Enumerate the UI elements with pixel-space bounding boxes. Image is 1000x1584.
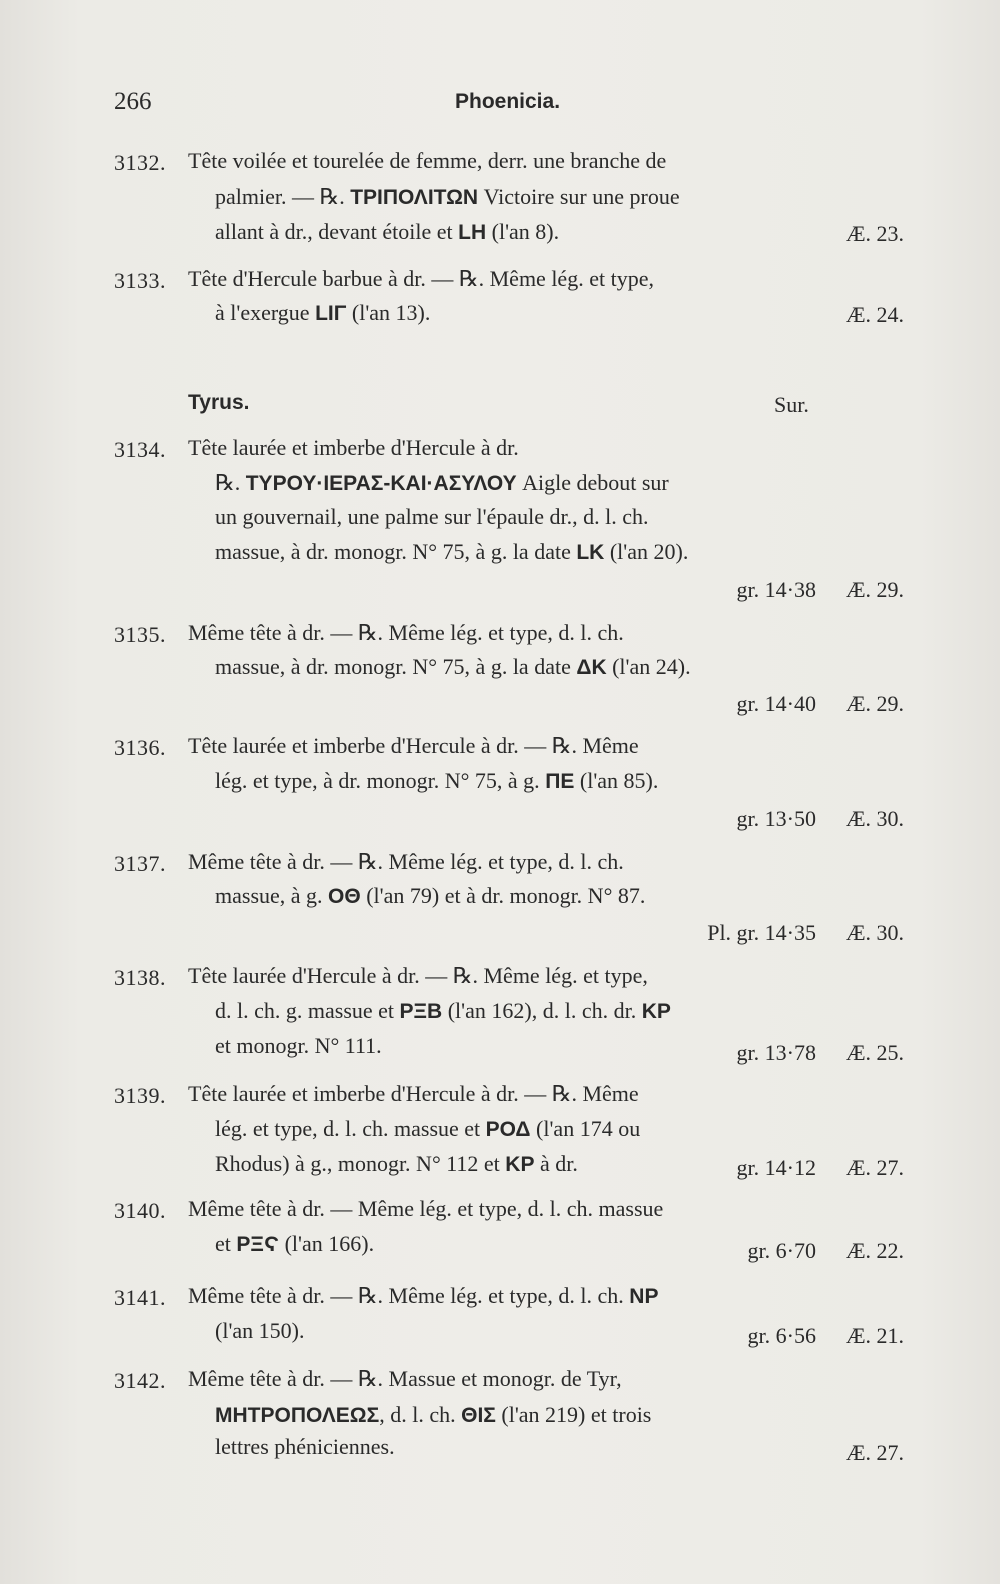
description-text: (l'an 79) et à dr. monogr. N° 87. (360, 883, 646, 908)
description-text: Tête d'Hercule barbue à dr. — ℞. Même lég. et type, (188, 266, 654, 291)
entry-description-line (215, 502, 648, 532)
entry-number: 3134. (114, 437, 166, 462)
description-text: (l'an 8). (486, 219, 560, 244)
section-title: Tyrus. (188, 391, 250, 414)
entry-description-line (188, 847, 624, 877)
coin-metal-size: Æ. 22. (846, 1238, 905, 1263)
coin-metal-size: Æ. 30. (846, 920, 905, 945)
description-text: Tête laurée et imberbe d'Hercule à dr. — ℞. Même (188, 1081, 639, 1106)
coin-weight: gr. 6·56 (747, 1323, 816, 1348)
entry-description-line (215, 1229, 374, 1260)
entry-description-line (215, 881, 645, 912)
description-text: (l'an 85). (574, 768, 659, 793)
entry-description-line (188, 1364, 622, 1394)
entry-description-line (215, 217, 559, 248)
description-text: Rhodus) à g., monogr. N° 112 et (215, 1151, 506, 1176)
section-modern-name: Sur. (774, 392, 809, 417)
coin-weight: gr. 14·38 (736, 577, 816, 602)
entry-number: 3137. (114, 851, 166, 876)
entry-description-line (215, 1400, 651, 1431)
entry-number: 3135. (114, 622, 166, 647)
coin-legend: LIΓ (315, 302, 347, 325)
description-text: Tête laurée et imberbe d'Hercule à dr. (188, 435, 519, 460)
coin-legend: ΡΞΒ (399, 1000, 443, 1023)
entry-number: 3142. (114, 1368, 166, 1393)
coin-metal-size: Æ. 27. (846, 1440, 905, 1465)
entry-description-line (215, 182, 680, 213)
description-text: Même tête à dr. — Même lég. et type, d. l. ch. massue (188, 1196, 664, 1221)
description-text: lég. et type, à dr. monogr. N° 75, à g. (215, 768, 546, 793)
entry-number: 3136. (114, 735, 166, 760)
entry-description-line (215, 1432, 395, 1462)
description-text: ℞. (215, 470, 246, 495)
coin-legend: LK (576, 541, 605, 564)
coin-legend: ΡΟΔ (485, 1118, 531, 1141)
entry-description-line (188, 433, 519, 463)
entry-description-line (188, 264, 654, 294)
description-text: à l'exergue (215, 300, 316, 325)
description-text: Aigle debout sur (516, 470, 669, 495)
description-text: massue, à g. (215, 883, 329, 908)
description-text: (l'an 174 ou (530, 1116, 641, 1141)
description-text: Tête voilée et tourelée de femme, derr. une branche de (188, 148, 667, 173)
entry-description-line (188, 731, 639, 761)
description-text: , d. l. ch. (379, 1402, 462, 1427)
coin-weight: gr. 13·78 (736, 1040, 816, 1065)
description-text: et (215, 1231, 237, 1256)
coin-legend: ΤΥΡΟΥ·ΙΕΡΑΣ-ΚΑΙ·ΑΣΥΛΟΥ (245, 472, 517, 495)
coin-metal-size: Æ. 30. (846, 806, 905, 831)
entry-description-line (215, 652, 691, 683)
coin-metal-size: Æ. 23. (846, 221, 905, 246)
description-text: et monogr. N° 111. (215, 1033, 382, 1058)
coin-metal-size: Æ. 29. (846, 691, 905, 716)
coin-legend: LH (458, 221, 487, 244)
coin-weight: gr. 14·12 (736, 1155, 816, 1180)
description-text: Victoire sur une proue (478, 184, 680, 209)
entry-description-line (215, 1114, 640, 1145)
coin-legend: ΘΙΣ (461, 1404, 496, 1427)
description-text: Même tête à dr. — ℞. Massue et monogr. de Tyr, (188, 1366, 622, 1391)
entry-description-line (215, 1031, 382, 1061)
coin-metal-size: Æ. 24. (846, 302, 905, 327)
description-text: allant à dr., devant étoile et (215, 219, 459, 244)
description-text: (l'an 20). (604, 539, 689, 564)
coin-weight: Pl. gr. 14·35 (707, 920, 816, 945)
coin-legend: ΜΗΤΡΟΠΟΛΕΩΣ (215, 1404, 380, 1427)
entry-description-line (215, 766, 658, 797)
coin-metal-size: Æ. 25. (846, 1040, 905, 1065)
coin-weight: gr. 13·50 (736, 806, 816, 831)
coin-legend: ΚΡ (641, 1000, 671, 1023)
entry-description-line (215, 1316, 305, 1346)
description-text: lég. et type, d. l. ch. massue et (215, 1116, 486, 1141)
description-text: (l'an 162), d. l. ch. dr. (442, 998, 642, 1023)
description-text: Tête laurée et imberbe d'Hercule à dr. — ℞. Même (188, 733, 639, 758)
description-text: Même tête à dr. — ℞. Même lég. et type, d. l. ch. (188, 620, 624, 645)
description-text: Même tête à dr. — ℞. Même lég. et type, d. l. ch. (188, 1283, 630, 1308)
description-text: (l'an 150). (215, 1318, 305, 1343)
description-text: (l'an 166). (279, 1231, 375, 1256)
description-text: massue, à dr. monogr. N° 75, à g. la date (215, 539, 577, 564)
coin-legend: ΔK (576, 656, 607, 679)
coin-legend: ΟΘ (328, 885, 361, 908)
coin-metal-size: Æ. 27. (846, 1155, 905, 1180)
coin-legend: ΡΞϚ (236, 1233, 280, 1256)
page-header (0, 88, 1000, 122)
description-text: palmier. — ℞. (215, 184, 351, 209)
entry-number: 3133. (114, 268, 166, 293)
entry-number: 3139. (114, 1083, 166, 1108)
description-text: d. l. ch. g. massue et (215, 998, 400, 1023)
entry-description-line (215, 1149, 578, 1180)
description-text: un gouvernail, une palme sur l'épaule dr., d. l. ch. (215, 504, 649, 529)
coin-legend: ΝΡ (629, 1285, 659, 1308)
entry-description-line (188, 1079, 639, 1109)
coin-legend: ΤΡΙΠΟΛΙΤΩΝ (350, 186, 479, 209)
entry-number: 3138. (114, 965, 166, 990)
entry-description-line (215, 996, 671, 1027)
description-text: lettres phéniciennes. (215, 1434, 395, 1459)
entry-description-line (215, 537, 688, 568)
entry-number: 3141. (114, 1285, 166, 1310)
description-text: à dr. (534, 1151, 578, 1176)
description-text: Même tête à dr. — ℞. Même lég. et type, d. l. ch. (188, 849, 624, 874)
entry-description-line (188, 146, 666, 176)
description-text: massue, à dr. monogr. N° 75, à g. la date (215, 654, 577, 679)
entry-description-line (215, 468, 669, 499)
entry-description-line (188, 618, 624, 648)
coin-weight: gr. 14·40 (736, 691, 816, 716)
coin-metal-size: Æ. 21. (846, 1323, 905, 1348)
entry-description-line (188, 1281, 658, 1312)
description-text: (l'an 24). (606, 654, 691, 679)
description-text: (l'an 13). (346, 300, 431, 325)
coin-legend: ΚΡ (505, 1153, 535, 1176)
entry-description-line (215, 298, 430, 329)
page-number: 266 (114, 88, 152, 115)
description-text: (l'an 219) et trois (495, 1402, 652, 1427)
running-title: Phoenicia. (455, 90, 561, 113)
coin-weight: gr. 6·70 (747, 1238, 816, 1263)
description-text: Tête laurée d'Hercule à dr. — ℞. Même lég. et type, (188, 963, 648, 988)
entry-number: 3132. (114, 150, 166, 175)
entry-number: 3140. (114, 1198, 166, 1223)
coin-legend: ΠΕ (545, 770, 575, 793)
entry-description-line (188, 1194, 663, 1224)
entry-description-line (188, 961, 648, 991)
coin-metal-size: Æ. 29. (846, 577, 905, 602)
